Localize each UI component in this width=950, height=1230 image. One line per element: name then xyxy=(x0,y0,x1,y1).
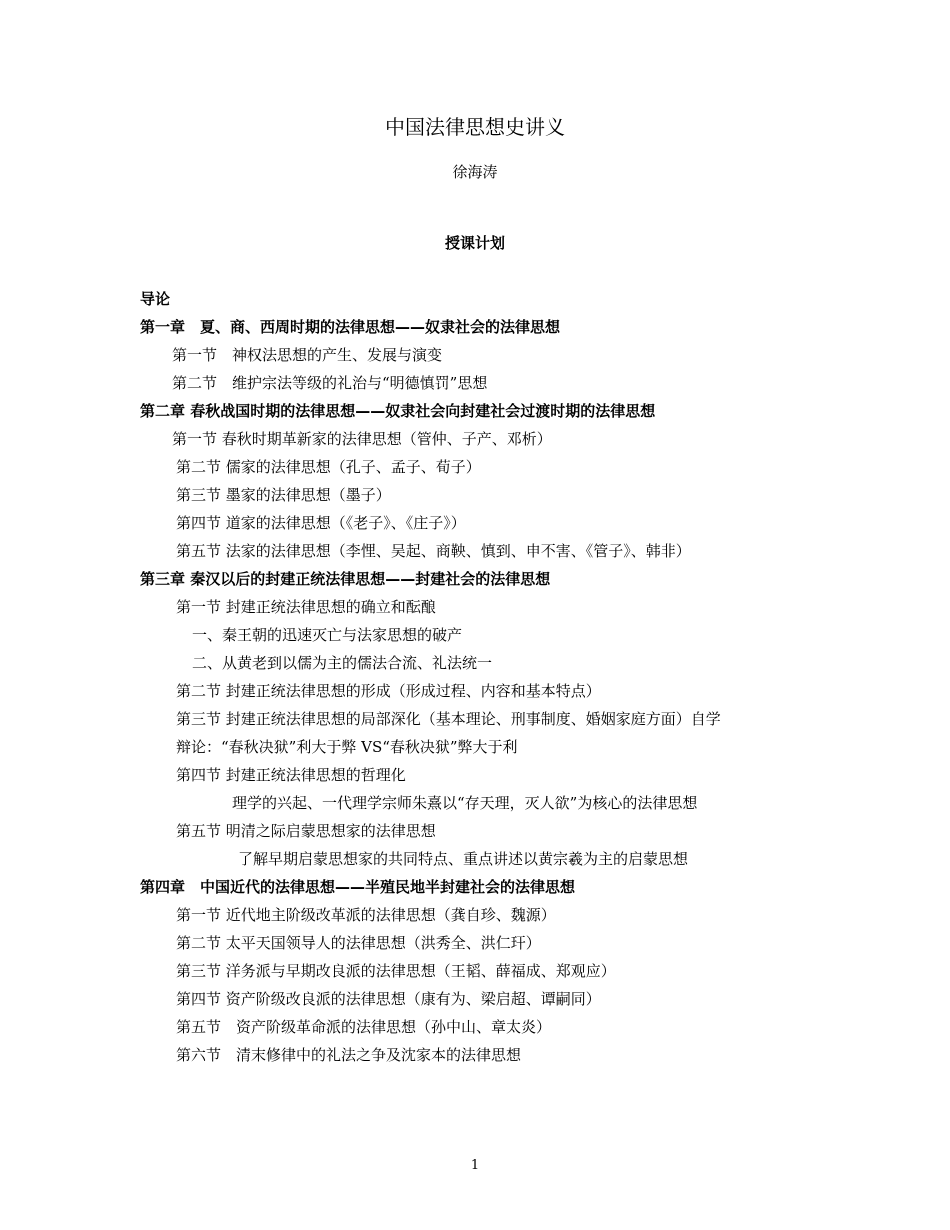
outline-section: 第五节 法家的法律思想（李悝、吴起、商鞅、慎到、申不害、《管子》、韩非） xyxy=(176,542,691,560)
outline-section: 第一节 近代地主阶级改革派的法律思想（龚自珍、魏源） xyxy=(176,906,556,924)
outline-section: 第二节 封建正统法律思想的形成（形成过程、内容和基本特点） xyxy=(176,682,601,700)
outline-section: 第三节 墨家的法律思想（墨子） xyxy=(176,486,391,504)
outline-introduction: 导论 xyxy=(140,290,171,308)
outline-subsection: 二、从黄老到以儒为主的儒法合流、礼法统一 xyxy=(192,654,493,672)
outline-section: 第二节 太平天国领导人的法律思想（洪秀全、洪仁玕） xyxy=(176,934,541,952)
outline-section: 第六节 清末修律中的礼法之争及沈家本的法律思想 xyxy=(176,1046,522,1064)
outline-chapter-3: 第三章 秦汉以后的封建正统法律思想——封建社会的法律思想 xyxy=(140,570,551,588)
outline-section: 第三节 封建正统法律思想的局部深化（基本理论、刑事制度、婚姻家庭方面）自学 xyxy=(176,710,721,728)
outline-section: 第三节 洋务派与早期改良派的法律思想（王韬、薛福成、郑观应） xyxy=(176,962,616,980)
outline-section: 第二节 儒家的法律思想（孔子、孟子、荀子） xyxy=(176,458,481,476)
outline-section: 第五节 资产阶级革命派的法律思想（孙中山、章太炎） xyxy=(176,1018,552,1036)
document-title: 中国法律思想史讲义 xyxy=(385,115,565,139)
outline-description: 理学的兴起、一代理学宗师朱熹以“存天理，灭人欲”为核心的法律思想 xyxy=(232,794,698,812)
outline-subsection: 一、秦王朝的迅速灭亡与法家思想的破产 xyxy=(192,626,463,644)
outline-section: 第四节 道家的法律思想（《老子》、《庄子》） xyxy=(176,514,466,532)
outline-chapter-1: 第一章 夏、商、西周时期的法律思想——奴隶社会的法律思想 xyxy=(140,318,561,336)
outline-description: 了解早期启蒙思想家的共同特点、重点讲述以黄宗羲为主的启蒙思想 xyxy=(238,850,689,868)
outline-section: 第四节 封建正统法律思想的哲理化 xyxy=(176,766,406,784)
course-outline xyxy=(140,289,900,1073)
outline-section: 第一节 封建正统法律思想的确立和酝酿 xyxy=(176,598,436,616)
section-heading: 授课计划 xyxy=(444,234,505,252)
page-number: 1 xyxy=(470,1158,480,1173)
outline-chapter-4: 第四章 中国近代的法律思想——半殖民地半封建社会的法律思想 xyxy=(140,878,576,896)
outline-chapter-2: 第二章 春秋战国时期的法律思想——奴隶社会向封建社会过渡时期的法律思想 xyxy=(140,402,656,420)
outline-section: 第五节 明清之际启蒙思想家的法律思想 xyxy=(176,822,436,840)
outline-section: 第一节 神权法思想的产生、发展与演变 xyxy=(172,346,443,364)
outline-section: 第二节 维护宗法等级的礼治与“明德慎罚”思想 xyxy=(172,374,488,392)
document-author: 徐海涛 xyxy=(452,163,498,181)
outline-section: 第一节 春秋时期革新家的法律思想（管仲、子产、邓析） xyxy=(172,430,552,448)
outline-section: 第四节 资产阶级改良派的法律思想（康有为、梁启超、谭嗣同） xyxy=(176,990,601,1008)
outline-debate-note: 辩论：“春秋决狱”利大于弊 VS“春秋决狱”弊大于利 xyxy=(176,738,518,756)
